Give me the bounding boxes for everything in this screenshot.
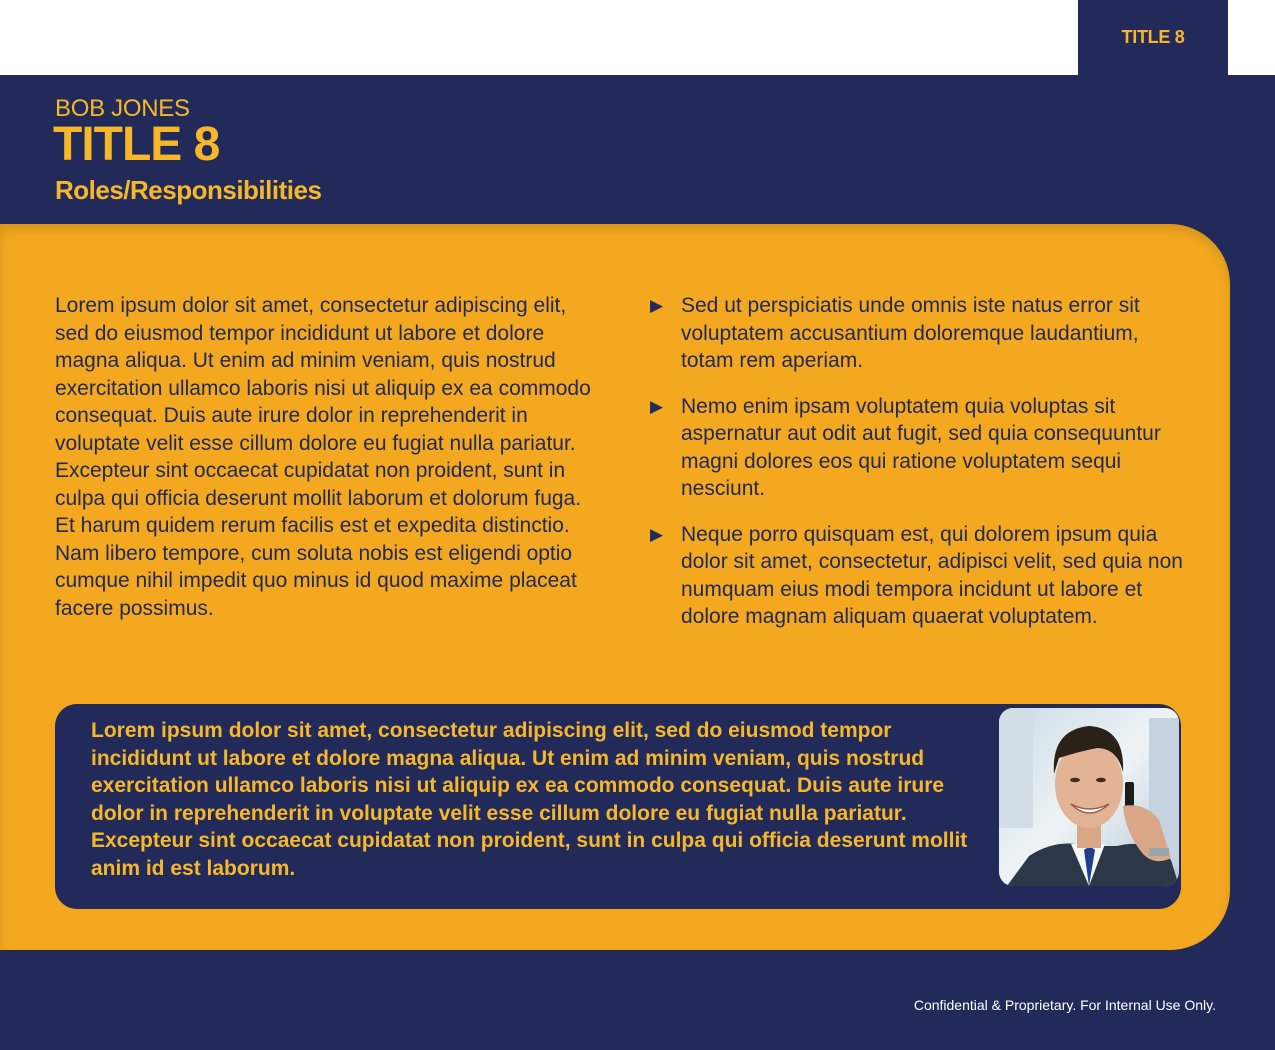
bullet-list	[650, 292, 1195, 649]
bullet-text: Nemo enim ipsam voluptatem quia voluptas sit aspernatur aut odit aut fugit, sed quia consequuntur magni dolores eos qui ratione voluptatem sequi nesciunt.	[681, 394, 1161, 500]
body-paragraph: Lorem ipsum dolor sit amet, consectetur adipiscing elit, sed do eiusmod tempor incididunt ut labore et dolore magna aliqua. Ut enim ad minim veniam, quis nostrud exercitation ullamco laboris nisi ut aliquip ex ea commodo consequat. Duis aute irure dolor in reprehenderit in voluptate velit esse cillum dolore eu fugiat nulla pariatur. Excepteur sint occaecat cupidatat non proident, sunt in culpa qui officia deserunt mollit laborum et dolorum fuga. Et harum quidem rerum facilis est et expedita distinctio. Nam libero tempore, cum soluta nobis est eligendi optio cumque nihil impedit quo minus id quod maxime placeat facere possimus.	[55, 294, 591, 620]
callout-box	[55, 704, 1181, 909]
businessman-photo	[999, 708, 1179, 886]
businessman-on-phone-image	[999, 708, 1179, 886]
right-triangle-icon: ▶	[650, 524, 664, 544]
right-triangle-icon: ▶	[650, 296, 664, 315]
list-item	[650, 292, 1195, 375]
list-item	[650, 393, 1195, 503]
right-triangle-icon: ▶	[650, 396, 664, 416]
page-title: TITLE 8	[53, 118, 220, 171]
page-header	[0, 75, 1275, 225]
bullet-text: Neque porro quisquam est, qui dolorem ipsum quia dolor sit amet, consectetur, adipisci velit, sed quia non numquam eius modi tempora incidunt ut labore et dolore magnam aliquam quaerat voluptatem.	[681, 522, 1183, 628]
page-subtitle: Roles/Responsibilities	[55, 175, 322, 205]
callout-text: Lorem ipsum dolor sit amet, consectetur adipiscing elit, sed do eiusmod tempor incididunt ut labore et dolore magna aliqua. Ut enim ad minim veniam, quis nostrud exercitation ullamco laboris nisi ut aliquip ex ea commodo consequat. Duis aute irure dolor in reprehenderit in voluptate velit esse cillum dolore eu fugiat nulla pariatur. Excepteur sint occaecat cupidatat non proident, sunt in culpa qui officia deserunt mollit anim id est laborum.	[91, 719, 968, 880]
section-tab-label: TITLE 8	[1121, 27, 1185, 47]
author-name: BOB JONES	[55, 95, 190, 122]
list-item	[650, 521, 1195, 631]
confidentiality-note: Confidential & Proprietary. For Internal Use Only.	[913, 997, 1216, 1013]
bullet-text: Sed ut perspiciatis unde omnis iste natus error sit voluptatem accusantium doloremque laudantium, totam rem aperiam.	[681, 294, 1140, 372]
section-tab	[1078, 0, 1228, 75]
